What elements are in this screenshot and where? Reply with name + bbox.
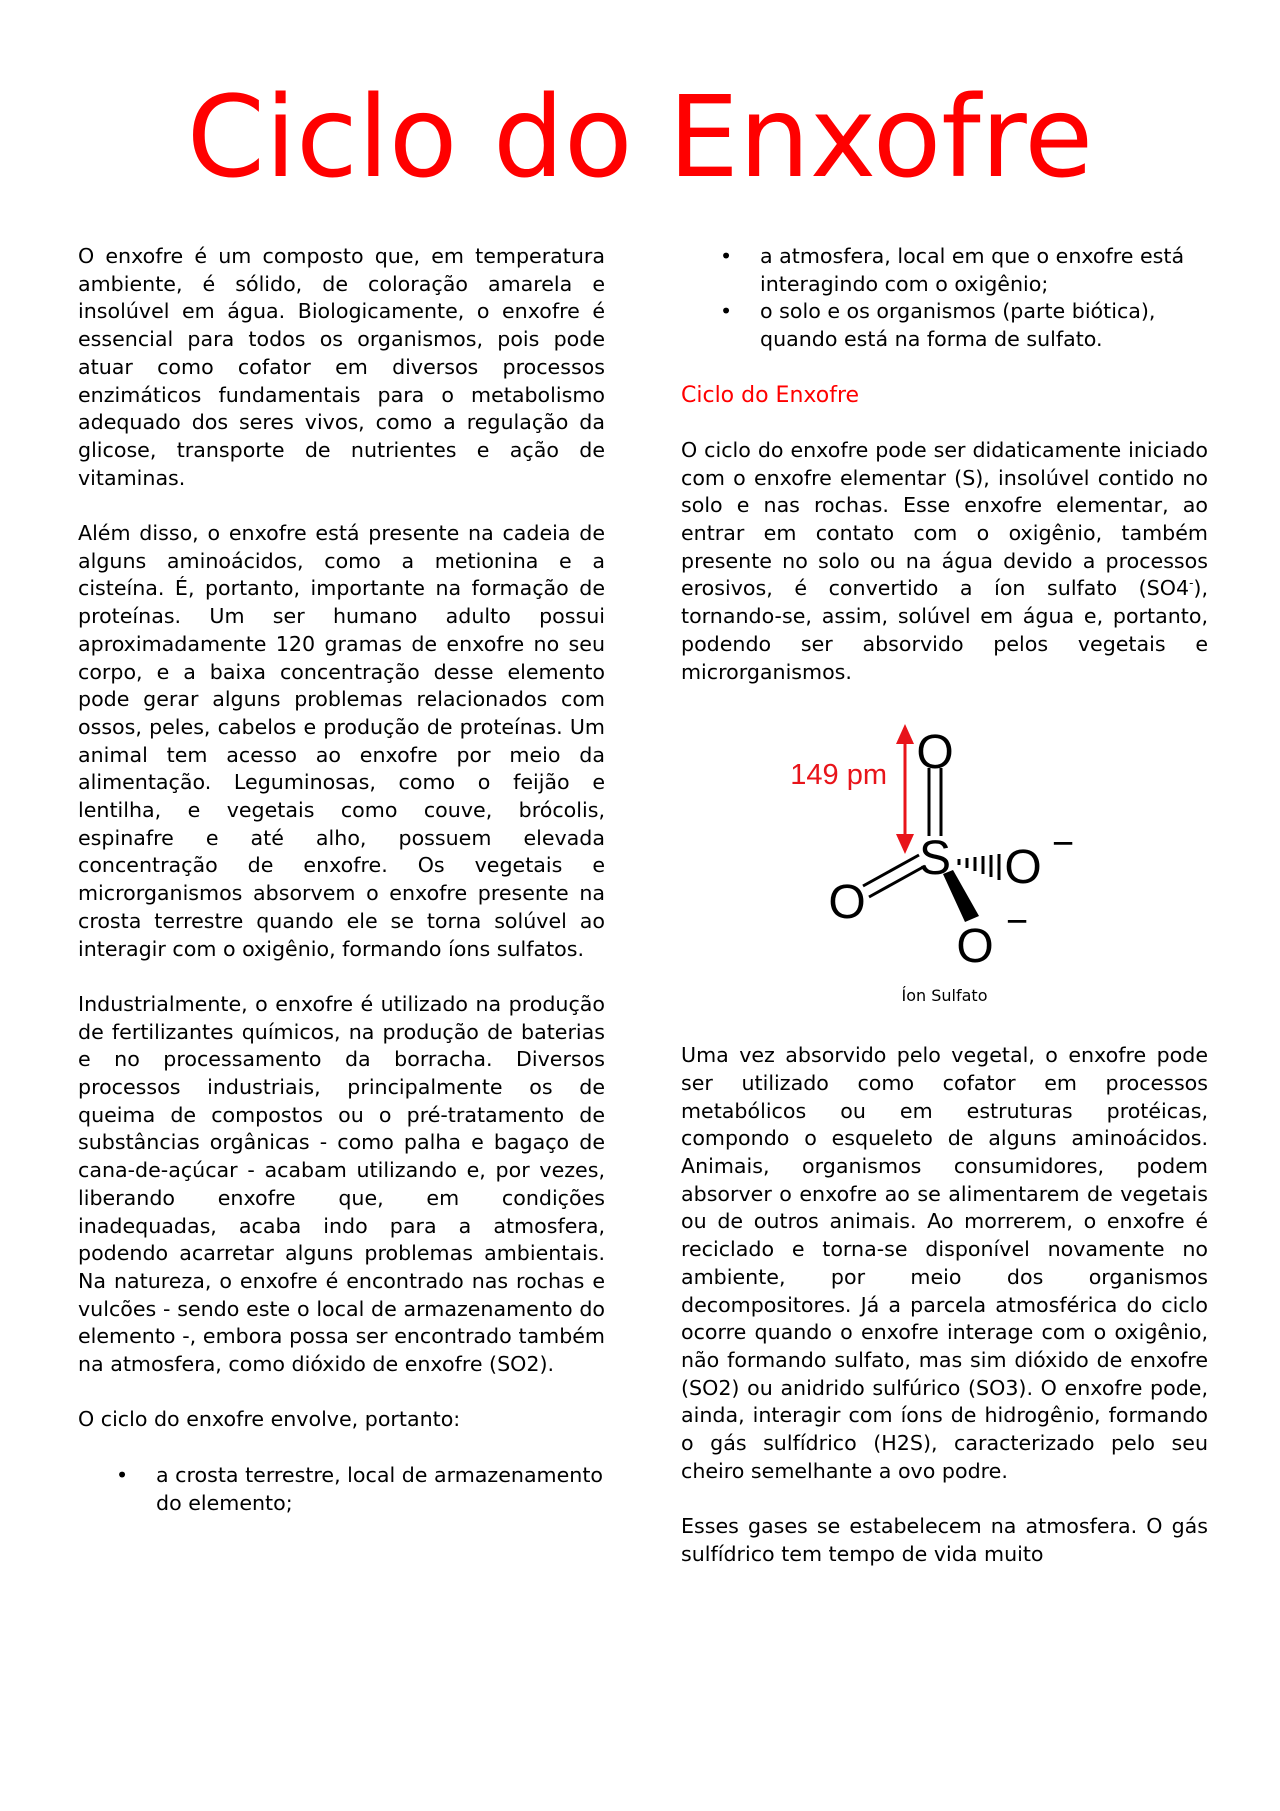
list-item: • o solo e os organismos (parte biótica), quando está na forma de sulfato. bbox=[760, 298, 1208, 353]
atom-sulfur: S bbox=[918, 832, 951, 886]
page-title: Ciclo do Enxofre bbox=[186, 73, 1094, 203]
atom-oxygen-top: O bbox=[915, 726, 954, 780]
charge-right: − bbox=[1051, 823, 1074, 866]
left-column bbox=[78, 243, 605, 1545]
atom-oxygen-left: O bbox=[827, 876, 866, 930]
list-item: • a atmosfera, local em que o enxofre está interagindo com o oxigênio; bbox=[760, 243, 1208, 298]
sulfate-ion-figure bbox=[681, 716, 1208, 1006]
paragraph-absorption: Uma vez absorvido pelo vegetal, o enxofre pode ser utilizado como cofator em processos metabólicos ou em estruturas protéicas, compondo o esqueleto de alguns aminoácidos. Animais, organismos consumidores, podem absorver o enxofre ao se alimentarem de vegetais ou de outros animais. Ao morrerem, o enxofre é reciclado e torna-se disponível novamente no ambiente, por meio dos organismos decompositores. Já a parcela atmosférica do ciclo ocorre quando o enxofre interage com o oxigênio, não formando sulfato, mas sim dióxido de enxofre (SO2) ou anidrido sulfúrico (SO3). O enxofre pode, ainda, interagir com íons de hidrogênio, formando o gás sulfídrico (H2S), caracterizado pelo seu cheiro semelhante a ovo podre. bbox=[681, 1043, 1208, 1483]
right-column bbox=[681, 243, 1208, 1596]
sulfate-ion-diagram bbox=[765, 716, 1125, 976]
arrow-head-top bbox=[896, 724, 914, 744]
bond-length-label: 149 pm bbox=[789, 759, 887, 792]
section-heading: Ciclo do Enxofre bbox=[681, 382, 860, 408]
paragraph-cycle-involves: O ciclo do enxofre envolve, portanto: bbox=[78, 1407, 461, 1432]
arrow-head-bottom bbox=[896, 834, 914, 854]
atom-oxygen-bottom: O bbox=[955, 920, 994, 974]
paragraph-gases: Esses gases se estabelecem na atmosfera. O gás sulfídrico tem tempo de vida muito bbox=[681, 1514, 1208, 1566]
paragraph-intro: O enxofre é um composto que, em temperatura ambiente, é sólido, de coloração amarela e insolúvel em água. Biologicamente, o enxofre é essencial para todos os organismos, pois pode atuar como cofator em diversos processos enzimáticos fundamentais para o metabolismo adequado dos seres vivos, como a regulação da glicose, transporte de nutrientes e ação de vitaminas. bbox=[78, 244, 605, 490]
cycle-list bbox=[78, 1462, 605, 1517]
hashed-bond bbox=[959, 854, 999, 880]
figure-caption: Íon Sulfato bbox=[901, 986, 988, 1006]
double-bond-left bbox=[863, 855, 919, 886]
cycle-list-continued bbox=[681, 243, 1208, 354]
list-item: • a crosta terrestre, local de armazenamento do elemento; bbox=[156, 1462, 605, 1517]
paragraph-cycle-start: O ciclo do enxofre pode ser didaticamente iniciado com o enxofre elementar (S), insolúvel contido no solo e nas rochas. Esse enxofre elementar, ao entrar em contato com o oxigênio, também presente no solo ou na água devido a processos erosivos, é convertido a íon sulfato (SO4-), tornando-se, assim, solúvel em água e, portanto, podendo ser absorvido pelos vegetais e microrganismos. bbox=[681, 437, 1208, 684]
atom-oxygen-right: O bbox=[1003, 841, 1042, 895]
paragraph-industrial: Industrialmente, o enxofre é utilizado na produção de fertilizantes químicos, na produção de baterias e no processamento da borracha. Diversos processos industriais, principalmente os de queima de compostos ou o pré-tratamento de substâncias orgânicas - como palha e bagaço de cana-de-açúcar - acabam utilizando e, por vezes, liberando enxofre que, em condições inadequadas, acaba indo para a atmosfera, podendo acarretar alguns problemas ambientais. Na natureza, o enxofre é encontrado nas rochas e vulcões - sendo este o local de armazenamento do elemento -, embora possa ser encontrado também na atmosfera, como dióxido de enxofre (SO2). bbox=[78, 991, 605, 1377]
paragraph-aminoacids: Além disso, o enxofre está presente na cadeia de alguns aminoácidos, como a metionina e a cisteína. É, portanto, importante na formação de proteínas. Um ser humano adulto possui aproximadamente 120 gramas de enxofre no seu corpo, e a baixa concentração desse elemento pode gerar alguns problemas relacionados com ossos, peles, cabelos e produção de proteínas. Um animal tem acesso ao enxofre por meio da alimentação. Leguminosas, como o feijão e lentilha, e vegetais como couve, brócolis, espinafre e até alho, possuem elevada concentração de enxofre. Os vegetais e microrganismos absorvem o enxofre presente na crosta terrestre quando ele se torna solúvel ao interagir com o oxigênio, formando íons sulfatos. bbox=[78, 521, 605, 961]
charge-bottom: − bbox=[1005, 901, 1028, 944]
